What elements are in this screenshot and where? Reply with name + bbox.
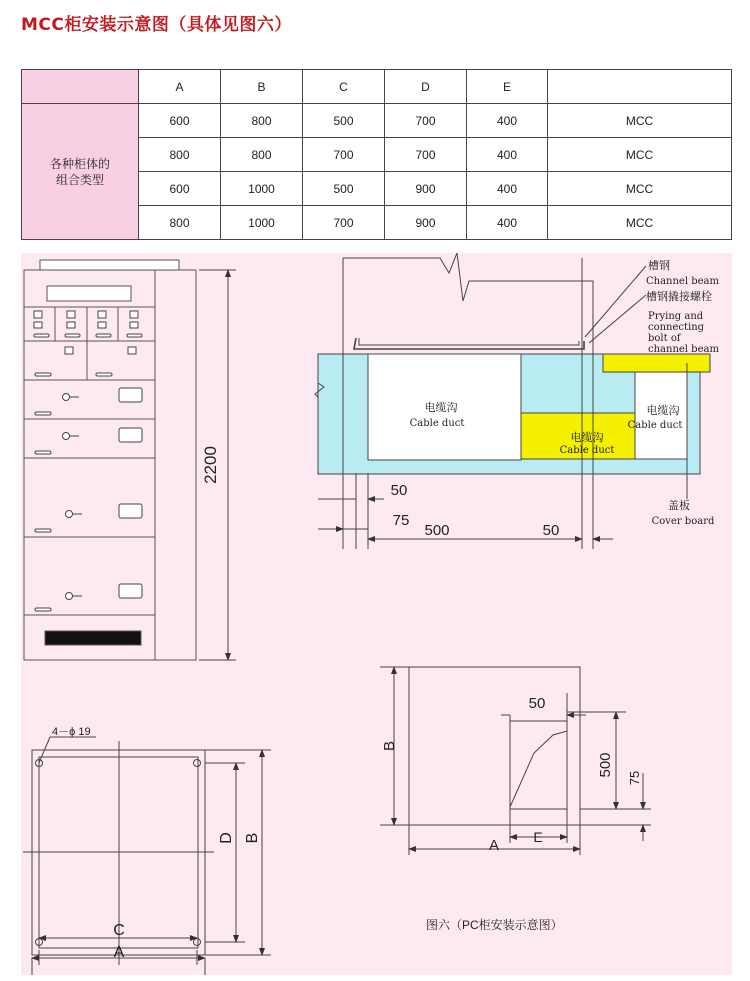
table-cell: 600	[139, 172, 221, 206]
table-cell: 600	[139, 104, 221, 138]
table-cell: 800	[221, 104, 303, 138]
cabinet-front-view	[24, 260, 196, 660]
table-cell: 500	[303, 104, 385, 138]
table-cell: MCC	[548, 206, 732, 240]
table-cell: 400	[467, 138, 548, 172]
cover-board-en: Cover board	[651, 516, 715, 527]
dim-c-label: C	[113, 922, 125, 939]
installation-diagram	[21, 253, 732, 975]
duct-label-cn-left: 电缆沟	[424, 402, 458, 414]
pc-dim-50-label: 50	[528, 695, 546, 712]
column-header-d: D	[385, 70, 467, 104]
column-header-b: B	[221, 70, 303, 104]
hole-spec-label: 4－ϕ 19	[52, 726, 91, 738]
spec-table	[21, 69, 732, 240]
bolt-en-3: bolt of	[648, 333, 681, 344]
column-header-type	[548, 70, 732, 104]
column-header-e: E	[467, 70, 548, 104]
pc-dim-e-label: E	[533, 829, 543, 845]
table-cell: MCC	[548, 138, 732, 172]
table-cell: 400	[467, 104, 548, 138]
cabinet-top-cap	[40, 260, 179, 270]
diagram-svg	[21, 253, 732, 975]
channel-beam-block	[603, 354, 710, 372]
table-cell: 800	[139, 138, 221, 172]
pc-dim-a-label: A	[488, 837, 500, 854]
bolt-en-1: Prying and	[648, 311, 704, 322]
table-cell: 500	[303, 172, 385, 206]
table-cell: 1000	[221, 172, 303, 206]
dim-75: 75	[392, 512, 410, 529]
bolt-en-2: connecting	[648, 322, 705, 333]
cabinet-body	[24, 270, 196, 660]
cover-board-cn: 盖板	[668, 500, 690, 512]
table-cell: 400	[467, 206, 548, 240]
pc-plan-caption: 图六（PC柜安装示意图）	[426, 918, 563, 932]
duct-label-cn-middle: 电缆沟	[570, 432, 604, 444]
cabinet-vent-slot	[45, 631, 141, 645]
height-label: 2200	[201, 446, 220, 484]
pc-dim-75-label: 75	[627, 770, 642, 786]
row-group-label-line1: 各种柜体的	[49, 156, 110, 171]
pc-opening	[510, 721, 567, 809]
table-cell: 800	[221, 138, 303, 172]
table-cell: 700	[385, 104, 467, 138]
page-title: MCC柜安装示意图（具体见图六）	[21, 15, 292, 35]
column-header-a: A	[139, 70, 221, 104]
pc-dim-500-label: 500	[597, 752, 614, 778]
table-cell: 800	[139, 206, 221, 240]
dim-b-label: B	[244, 832, 261, 844]
channel-beam-cn: 槽钢	[648, 260, 670, 272]
table-cell: 700	[303, 206, 385, 240]
table-header-row	[22, 70, 732, 104]
pc-plan-outline	[409, 667, 580, 825]
row-group-label-line2: 组合类型	[55, 172, 104, 187]
dim-50-left: 50	[390, 482, 408, 499]
bolt-cn: 槽钢撬接螺栓	[646, 291, 712, 303]
table-corner-cell	[22, 70, 139, 104]
duct-label-cn-right: 电缆沟	[646, 405, 680, 417]
column-header-c: C	[303, 70, 385, 104]
table-cell: 700	[303, 138, 385, 172]
dim-d-label: D	[218, 832, 235, 844]
dim-500: 500	[424, 522, 450, 539]
dim-a-label: A	[113, 944, 125, 961]
table-cell: MCC	[548, 104, 732, 138]
pc-dim-b-label: B	[381, 740, 398, 752]
cabinet-name-plate	[47, 286, 131, 301]
duct-label-en-middle: Cable duct	[559, 445, 615, 456]
duct-label-en-right: Cable duct	[627, 420, 683, 431]
bolt-en-4: channel beam	[648, 344, 719, 355]
base-plan	[23, 737, 271, 975]
table-cell: 700	[385, 138, 467, 172]
table-cell: 400	[467, 172, 548, 206]
table-cell: MCC	[548, 172, 732, 206]
table-cell: 900	[385, 172, 467, 206]
row-group-label	[22, 104, 139, 240]
channel-beam-en: Channel beam	[646, 276, 719, 287]
dim-50-right: 50	[542, 522, 560, 539]
table-row	[22, 104, 732, 138]
table-cell: 900	[385, 206, 467, 240]
table-cell: 1000	[221, 206, 303, 240]
duct-label-en-left: Cable duct	[409, 418, 465, 429]
